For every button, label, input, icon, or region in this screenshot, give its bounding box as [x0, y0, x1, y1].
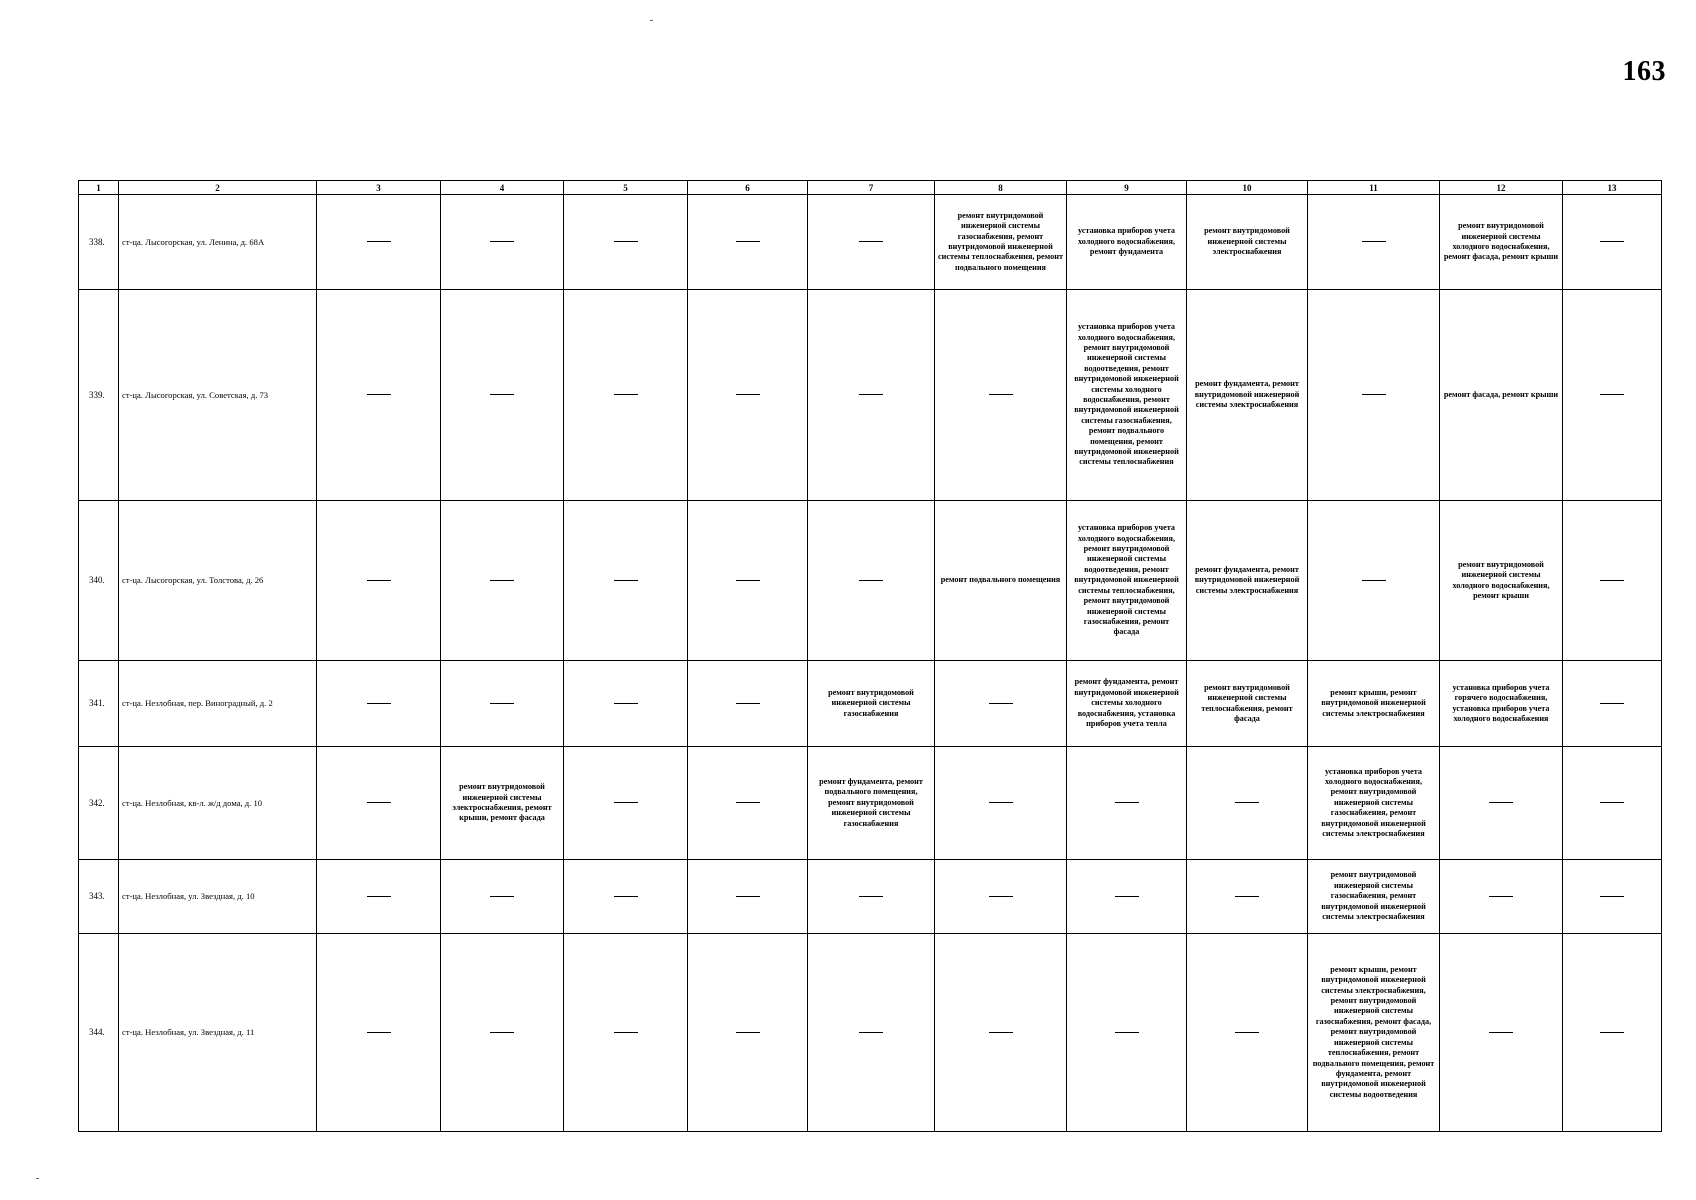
work-description-cell: ремонт подвального помещения [935, 501, 1067, 661]
work-description-cell: ремонт внутридомовой инженерной системы холодного водоснабжения, ремонт фасада, ремонт крыши [1440, 195, 1563, 290]
dash-mark [367, 802, 391, 803]
empty-work-cell [317, 661, 441, 747]
table-row [79, 860, 1662, 934]
dash-mark [367, 703, 391, 704]
column-number-row [79, 181, 1662, 195]
empty-work-cell [441, 501, 564, 661]
dash-mark [614, 1032, 638, 1033]
empty-work-cell [688, 501, 808, 661]
empty-work-cell [1067, 934, 1187, 1132]
empty-work-cell [317, 747, 441, 860]
dash-mark [490, 394, 514, 395]
address-cell: ст-ца. Лысогорская, ул. Ленина, д. 68А [119, 195, 317, 290]
dash-mark [367, 394, 391, 395]
dash-mark [989, 802, 1013, 803]
empty-work-cell [1187, 934, 1308, 1132]
dash-mark [989, 394, 1013, 395]
row-number-cell: 343. [79, 860, 119, 934]
address-cell: ст-ца. Незлобная, кв-л. ж/д дома, д. 10 [119, 747, 317, 860]
work-description-cell: установка приборов учета холодного водоснабжения, ремонт внутридомовой инженерной системы газоснабжения, ремонт внутридомовой инженерной системы электроснабжения [1308, 747, 1440, 860]
dash-mark [1115, 1032, 1139, 1033]
row-number-cell: 341. [79, 661, 119, 747]
work-description-cell: ремонт внутридомовой инженерной системы холодного водоснабжения, ремонт крыши [1440, 501, 1563, 661]
dash-mark [859, 896, 883, 897]
dash-mark [1235, 896, 1259, 897]
dash-mark [1600, 703, 1624, 704]
empty-work-cell [1187, 747, 1308, 860]
dash-mark [859, 241, 883, 242]
dash-mark [736, 1032, 760, 1033]
dash-mark [859, 580, 883, 581]
work-description-cell: ремонт внутридомовой инженерной системы газоснабжения [808, 661, 935, 747]
dash-mark [1115, 896, 1139, 897]
empty-work-cell [441, 934, 564, 1132]
empty-work-cell [564, 290, 688, 501]
work-description-cell: ремонт фасада, ремонт крыши [1440, 290, 1563, 501]
row-number-cell: 344. [79, 934, 119, 1132]
empty-work-cell [808, 195, 935, 290]
dash-mark [736, 580, 760, 581]
dash-mark [736, 802, 760, 803]
row-number-cell: 342. [79, 747, 119, 860]
dash-mark [490, 703, 514, 704]
empty-work-cell [808, 290, 935, 501]
work-description-cell: ремонт внутридомовой инженерной системы теплоснабжения, ремонт фасада [1187, 661, 1308, 747]
empty-work-cell [688, 747, 808, 860]
column-number-header: 9 [1067, 181, 1187, 195]
empty-work-cell [1563, 290, 1662, 501]
empty-work-cell [935, 934, 1067, 1132]
empty-work-cell [688, 860, 808, 934]
dash-mark [1362, 580, 1386, 581]
row-number-cell: 340. [79, 501, 119, 661]
column-number-header: 11 [1308, 181, 1440, 195]
empty-work-cell [935, 290, 1067, 501]
empty-work-cell [935, 661, 1067, 747]
column-number-header: 4 [441, 181, 564, 195]
row-number-cell: 339. [79, 290, 119, 501]
column-number-header: 8 [935, 181, 1067, 195]
dash-mark [490, 896, 514, 897]
dash-mark [989, 1032, 1013, 1033]
dash-mark [989, 896, 1013, 897]
column-number-header: 13 [1563, 181, 1662, 195]
empty-work-cell [1563, 860, 1662, 934]
work-description-cell: ремонт внутридомовой инженерной системы газоснабжения, ремонт внутридомовой инженерной системы теплоснабжения, ремонт подвального помещения [935, 195, 1067, 290]
empty-work-cell [1067, 860, 1187, 934]
empty-work-cell [1440, 747, 1563, 860]
dash-mark [614, 580, 638, 581]
empty-work-cell [317, 501, 441, 661]
dash-mark [490, 241, 514, 242]
empty-work-cell [564, 747, 688, 860]
dash-mark [490, 580, 514, 581]
empty-work-cell [688, 661, 808, 747]
empty-work-cell [1563, 501, 1662, 661]
work-description-cell: установка приборов учета горячего водоснабжения, установка приборов учета холодного водоснабжения [1440, 661, 1563, 747]
empty-work-cell [935, 747, 1067, 860]
table-row [79, 501, 1662, 661]
dash-mark [614, 802, 638, 803]
dash-mark [1115, 802, 1139, 803]
table-row [79, 747, 1662, 860]
empty-work-cell [317, 934, 441, 1132]
dash-mark [614, 241, 638, 242]
dash-mark [1600, 394, 1624, 395]
empty-work-cell [1563, 747, 1662, 860]
work-description-cell: установка приборов учета холодного водоснабжения, ремонт внутридомовой инженерной системы водоотведения, ремонт внутридомовой инженерной системы холодного водоснабжения, ремонт внутридомовой инженерной системы газоснабжения, ремонт подвального помещения, ремонт внутридомовой инженерной системы теплоснабжения [1067, 290, 1187, 501]
empty-work-cell [1440, 860, 1563, 934]
scan-speck [36, 1178, 39, 1179]
empty-work-cell [808, 501, 935, 661]
work-description-cell: установка приборов учета холодного водоснабжения, ремонт внутридомовой инженерной системы водоотведения, ремонт внутридомовой инженерной системы теплоснабжения, ремонт внутридомовой инженерной системы газоснабжения, ремонт фасада [1067, 501, 1187, 661]
empty-work-cell [1563, 661, 1662, 747]
empty-work-cell [935, 860, 1067, 934]
work-description-cell: ремонт фундамента, ремонт внутридомовой инженерной системы холодного водоснабжения, установка приборов учета тепла [1067, 661, 1187, 747]
empty-work-cell [564, 195, 688, 290]
dash-mark [1489, 802, 1513, 803]
dash-mark [490, 1032, 514, 1033]
empty-work-cell [1308, 195, 1440, 290]
dash-mark [614, 703, 638, 704]
column-number-header: 5 [564, 181, 688, 195]
dash-mark [1489, 1032, 1513, 1033]
empty-work-cell [317, 860, 441, 934]
dash-mark [736, 896, 760, 897]
column-number-header: 10 [1187, 181, 1308, 195]
empty-work-cell [1440, 934, 1563, 1132]
work-description-cell: ремонт внутридомовой инженерной системы газоснабжения, ремонт внутридомовой инженерной системы электроснабжения [1308, 860, 1440, 934]
empty-work-cell [1187, 860, 1308, 934]
dash-mark [614, 896, 638, 897]
work-description-cell: ремонт фундамента, ремонт подвального помещения, ремонт внутридомовой инженерной системы газоснабжения [808, 747, 935, 860]
empty-work-cell [1308, 290, 1440, 501]
work-description-cell: ремонт фундамента, ремонт внутридомовой инженерной системы электроснабжения [1187, 501, 1308, 661]
empty-work-cell [441, 290, 564, 501]
column-number-header: 6 [688, 181, 808, 195]
dash-mark [614, 394, 638, 395]
table-row [79, 661, 1662, 747]
work-description-cell: ремонт крыши, ремонт внутридомовой инженерной системы электроснабжения [1308, 661, 1440, 747]
dash-mark [367, 241, 391, 242]
column-number-header: 7 [808, 181, 935, 195]
dash-mark [1489, 896, 1513, 897]
work-description-cell: ремонт крыши, ремонт внутридомовой инженерной системы электроснабжения, ремонт внутридомовой инженерной системы газоснабжения, ремонт фасада, ремонт внутридомовой инженерной системы теплоснабжения, ремонт подвального помещения, ремонт фундамента, ремонт внутридомовой инженерной системы водоотведения [1308, 934, 1440, 1132]
dash-mark [859, 394, 883, 395]
address-cell: ст-ца. Лысогорская, ул. Толстова, д. 26 [119, 501, 317, 661]
work-description-cell: ремонт внутридомовой инженерной системы электроснабжения [1187, 195, 1308, 290]
empty-work-cell [564, 501, 688, 661]
dash-mark [367, 580, 391, 581]
row-number-cell: 338. [79, 195, 119, 290]
scan-speck [650, 20, 653, 21]
empty-work-cell [564, 860, 688, 934]
address-cell: ст-ца. Незлобная, пер. Виноградный, д. 2 [119, 661, 317, 747]
address-cell: ст-ца. Незлобная, ул. Звездная, д. 10 [119, 860, 317, 934]
dash-mark [989, 703, 1013, 704]
address-cell: ст-ца. Незлобная, ул. Звездная, д. 11 [119, 934, 317, 1132]
empty-work-cell [1308, 501, 1440, 661]
table-row [79, 934, 1662, 1132]
column-number-header: 3 [317, 181, 441, 195]
empty-work-cell [688, 290, 808, 501]
empty-work-cell [1563, 195, 1662, 290]
work-description-cell: ремонт внутридомовой инженерной системы электроснабжения, ремонт крыши, ремонт фасада [441, 747, 564, 860]
dash-mark [367, 896, 391, 897]
work-description-cell: ремонт фундамента, ремонт внутридомовой инженерной системы электроснабжения [1187, 290, 1308, 501]
dash-mark [1600, 580, 1624, 581]
empty-work-cell [564, 934, 688, 1132]
empty-work-cell [564, 661, 688, 747]
dash-mark [1362, 241, 1386, 242]
dash-mark [1600, 241, 1624, 242]
empty-work-cell [688, 195, 808, 290]
dash-mark [736, 241, 760, 242]
empty-work-cell [441, 661, 564, 747]
empty-work-cell [317, 290, 441, 501]
empty-work-cell [317, 195, 441, 290]
table-row [79, 290, 1662, 501]
dash-mark [1600, 896, 1624, 897]
empty-work-cell [808, 934, 935, 1132]
column-number-header: 1 [79, 181, 119, 195]
empty-work-cell [808, 860, 935, 934]
dash-mark [1235, 802, 1259, 803]
dash-mark [367, 1032, 391, 1033]
dash-mark [1600, 802, 1624, 803]
empty-work-cell [1563, 934, 1662, 1132]
column-number-header: 2 [119, 181, 317, 195]
table-row [79, 195, 1662, 290]
dash-mark [1600, 1032, 1624, 1033]
empty-work-cell [1067, 747, 1187, 860]
dash-mark [1362, 394, 1386, 395]
dash-mark [736, 394, 760, 395]
empty-work-cell [441, 195, 564, 290]
empty-work-cell [688, 934, 808, 1132]
column-number-header: 12 [1440, 181, 1563, 195]
work-schedule-table [78, 180, 1662, 1132]
dash-mark [859, 1032, 883, 1033]
dash-mark [736, 703, 760, 704]
work-description-cell: установка приборов учета холодного водоснабжения, ремонт фундамента [1067, 195, 1187, 290]
page-number: 163 [1622, 56, 1666, 87]
dash-mark [1235, 1032, 1259, 1033]
empty-work-cell [441, 860, 564, 934]
address-cell: ст-ца. Лысогорская, ул. Советская, д. 73 [119, 290, 317, 501]
